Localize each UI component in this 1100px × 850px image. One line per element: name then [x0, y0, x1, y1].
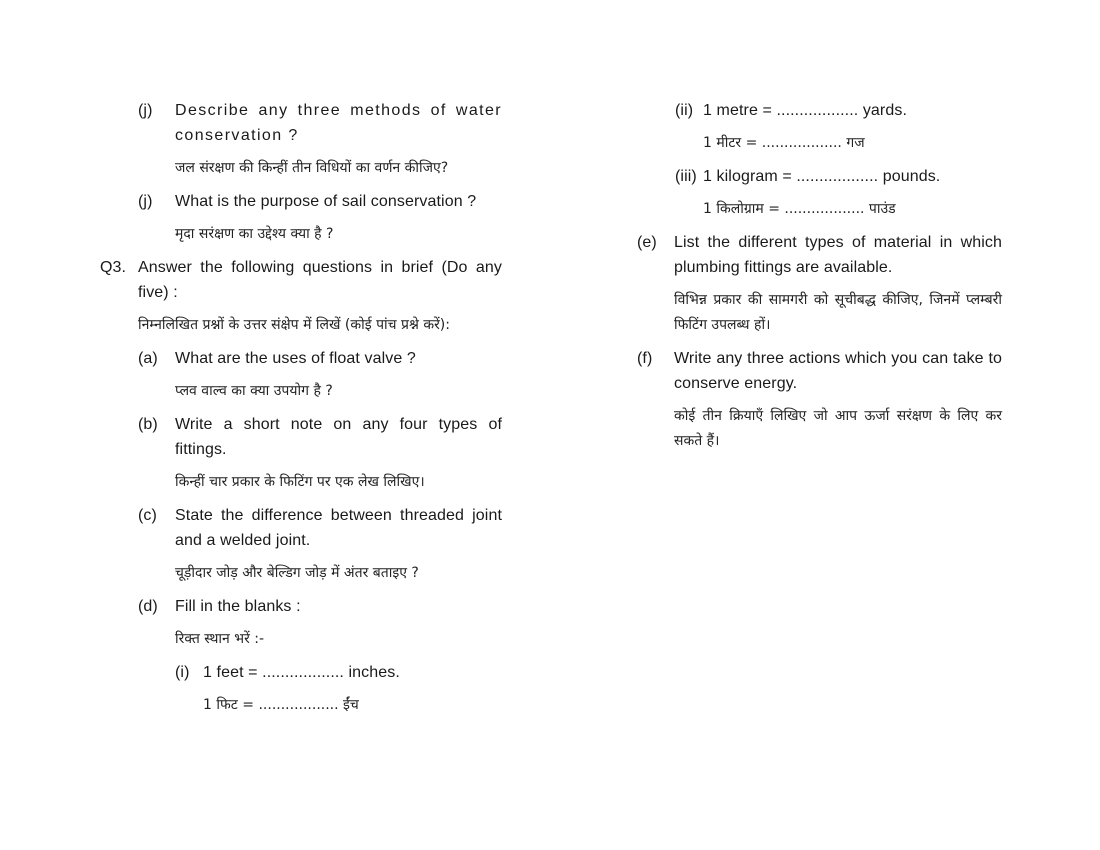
blank-label: (iii) [675, 168, 697, 185]
question-text-en: Fill in the blanks : [175, 598, 301, 615]
question-label: (j) [138, 193, 153, 210]
question-label: (e) [637, 234, 657, 251]
question-label: (f) [637, 350, 653, 367]
question-label: (b) [138, 416, 158, 433]
question-text-hi: किन्हीं चार प्रकार के फिटिंग पर एक लेख लिखिए। [175, 474, 425, 490]
question-label: Q3. [100, 259, 127, 276]
question-text-en: What is the purpose of sail conservation ? [175, 193, 477, 210]
question-label: (j) [138, 102, 153, 119]
question-label: (d) [138, 598, 158, 615]
question-label: (a) [138, 350, 158, 367]
question-d [100, 594, 502, 718]
question-b [100, 412, 502, 495]
blank-text-hi: 1 फिट = .................. ईंच [203, 697, 359, 713]
question-text-en: What are the uses of float valve ? [175, 350, 416, 367]
question-text-hi: जल संरक्षण की किन्हीं तीन विधियों का वर्णन कीजिए? [175, 160, 449, 176]
blank-text-en: 1 feet = .................. inches. [203, 664, 400, 681]
right-column [637, 98, 1002, 454]
blank-text-hi: 1 किलोग्राम = .................. पाउंड [703, 201, 896, 217]
question-text-hi: कोई तीन क्रियाएँ लिखिए जो आप ऊर्जा सरंक्षण के लिए कर सकते हैं। [674, 408, 1002, 449]
question-text-en: Write any three actions which you can take to conserve energy. [674, 350, 1002, 392]
question-j-soil [100, 189, 502, 247]
question-j-water [100, 98, 502, 181]
question-text-en: Answer the following questions in brief (Do any five) : [138, 259, 502, 301]
blank-text-en: 1 metre = .................. yards. [703, 102, 908, 119]
question-a [100, 346, 502, 404]
question-c [100, 503, 502, 586]
blank-iii [637, 164, 1002, 222]
question-text-hi: विभिन्न प्रकार की सामगरी को सूचीबद्ध कीजिए, जिनमें प्लम्बरी फिटिंग उपलब्ध हों। [674, 292, 1002, 333]
question-label: (c) [138, 507, 157, 524]
question-text-en: List the different types of material in which plumbing fittings are available. [674, 234, 1002, 276]
question-text-hi: चूड़ीदार जोड़ और बेल्डिग जोड़ में अंतर बताइए ? [175, 565, 419, 581]
question-e [637, 230, 1002, 338]
question-3 [100, 255, 502, 338]
question-text-en: Write a short note on any four types of fittings. [175, 416, 502, 458]
question-text-hi: रिक्त स्थान भरें :- [175, 631, 265, 647]
question-text-hi: प्लव वाल्व का क्या उपयोग है ? [175, 383, 333, 399]
blank-label: (i) [175, 664, 190, 681]
left-column [100, 98, 502, 718]
blank-label: (ii) [675, 102, 694, 119]
blank-text-en: 1 kilogram = .................. pounds. [703, 168, 941, 185]
blank-i [175, 660, 502, 718]
question-text-hi: मृदा सरंक्षण का उद्देश्य क्या है ? [175, 226, 334, 242]
question-text-en: Describe any three methods of water conservation ? [175, 102, 502, 144]
question-text-hi: निम्नलिखित प्रश्नों के उत्तर संक्षेप में लिखें (कोई पांच प्रश्ने करें): [138, 317, 450, 333]
question-text-en: State the difference between threaded joint and a welded joint. [175, 507, 502, 549]
question-f [637, 346, 1002, 454]
blank-text-hi: 1 मीटर = .................. गज [703, 135, 865, 151]
blank-ii [637, 98, 1002, 156]
